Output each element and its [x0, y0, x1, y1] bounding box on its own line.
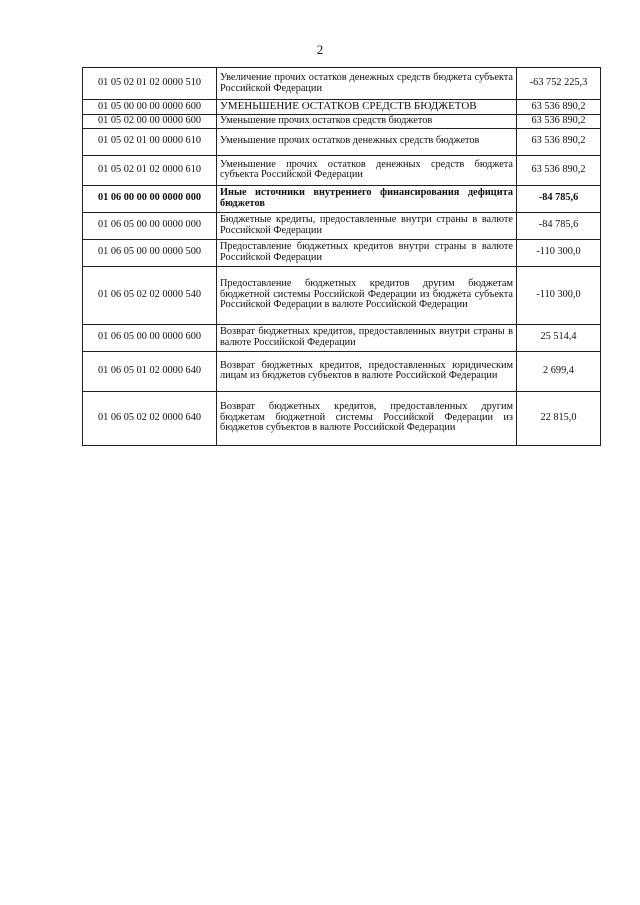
item-name-cell: Увеличение прочих остатков денежных средств бюджета субъекта Российской Федерации: [217, 68, 517, 100]
budget-code-cell: 01 06 05 02 02 0000 640: [83, 391, 217, 445]
table-row: [83, 351, 601, 391]
table-row: [83, 266, 601, 324]
item-name-cell: Предоставление бюджетных кредитов внутри страны в валюте Российской Федерации: [217, 239, 517, 266]
amount-cell: 63 536 890,2: [517, 115, 601, 129]
budget-code-cell: 01 05 02 01 00 0000 610: [83, 128, 217, 155]
budget-code-cell: 01 06 05 02 02 0000 540: [83, 266, 217, 324]
table-row: [83, 68, 601, 100]
sources-financing-table: [82, 67, 601, 446]
table-row: [83, 391, 601, 445]
budget-code-cell: 01 05 00 00 00 0000 600: [83, 100, 217, 115]
table-row: [83, 155, 601, 185]
table-row: [83, 115, 601, 129]
budget-code-cell: 01 06 00 00 00 0000 000: [83, 185, 217, 212]
amount-cell: -110 300,0: [517, 266, 601, 324]
item-name-cell: Возврат бюджетных кредитов, предоставленных юридическим лицам из бюджетов субъектов в валюте Российской Федерации: [217, 351, 517, 391]
table-row: [83, 100, 601, 115]
page-number: 2: [316, 42, 324, 57]
budget-code-cell: 01 05 02 01 02 0000 610: [83, 155, 217, 185]
budget-code-cell: 01 06 05 01 02 0000 640: [83, 351, 217, 391]
item-name-cell: УМЕНЬШЕНИЕ ОСТАТКОВ СРЕДСТВ БЮДЖЕТОВ: [217, 100, 517, 115]
amount-cell: -63 752 225,3: [517, 68, 601, 100]
item-name-cell: Уменьшение прочих остатков средств бюджетов: [217, 115, 517, 129]
budget-code-cell: 01 06 05 00 00 0000 500: [83, 239, 217, 266]
table-row: [83, 185, 601, 212]
amount-cell: 63 536 890,2: [517, 100, 601, 115]
item-name-cell: Иные источники внутреннего финансирования дефицита бюджетов: [217, 185, 517, 212]
item-name-cell: Возврат бюджетных кредитов, предоставленных другим бюджетам бюджетной системы Российской Федерации из бюджетов субъектов в валюте Российской Федерации: [217, 391, 517, 445]
table-row: [83, 128, 601, 155]
table-row: [83, 212, 601, 239]
item-name-cell: Бюджетные кредиты, предоставленные внутри страны в валюте Российской Федерации: [217, 212, 517, 239]
amount-cell: 25 514,4: [517, 324, 601, 351]
item-name-cell: Уменьшение прочих остатков денежных средств бюджетов: [217, 128, 517, 155]
item-name-cell: Предоставление бюджетных кредитов другим бюджетам бюджетной системы Российской Федерации из бюджета субъекта Российской Федерации в валюте Российской Федерации: [217, 266, 517, 324]
amount-cell: 22 815,0: [517, 391, 601, 445]
table-row: [83, 239, 601, 266]
amount-cell: -110 300,0: [517, 239, 601, 266]
budget-code-cell: 01 06 05 00 00 0000 000: [83, 212, 217, 239]
amount-cell: 63 536 890,2: [517, 155, 601, 185]
amount-cell: -84 785,6: [517, 185, 601, 212]
table-row: [83, 324, 601, 351]
budget-code-cell: 01 05 02 00 00 0000 600: [83, 115, 217, 129]
table-body: [83, 68, 601, 446]
item-name-cell: Возврат бюджетных кредитов, предоставленных внутри страны в валюте Российской Федерации: [217, 324, 517, 351]
item-name-cell: Уменьшение прочих остатков денежных средств бюджета субъекта Российской Федерации: [217, 155, 517, 185]
budget-code-cell: 01 05 02 01 02 0000 510: [83, 68, 217, 100]
amount-cell: -84 785,6: [517, 212, 601, 239]
budget-code-cell: 01 06 05 00 00 0000 600: [83, 324, 217, 351]
amount-cell: 63 536 890,2: [517, 128, 601, 155]
amount-cell: 2 699,4: [517, 351, 601, 391]
